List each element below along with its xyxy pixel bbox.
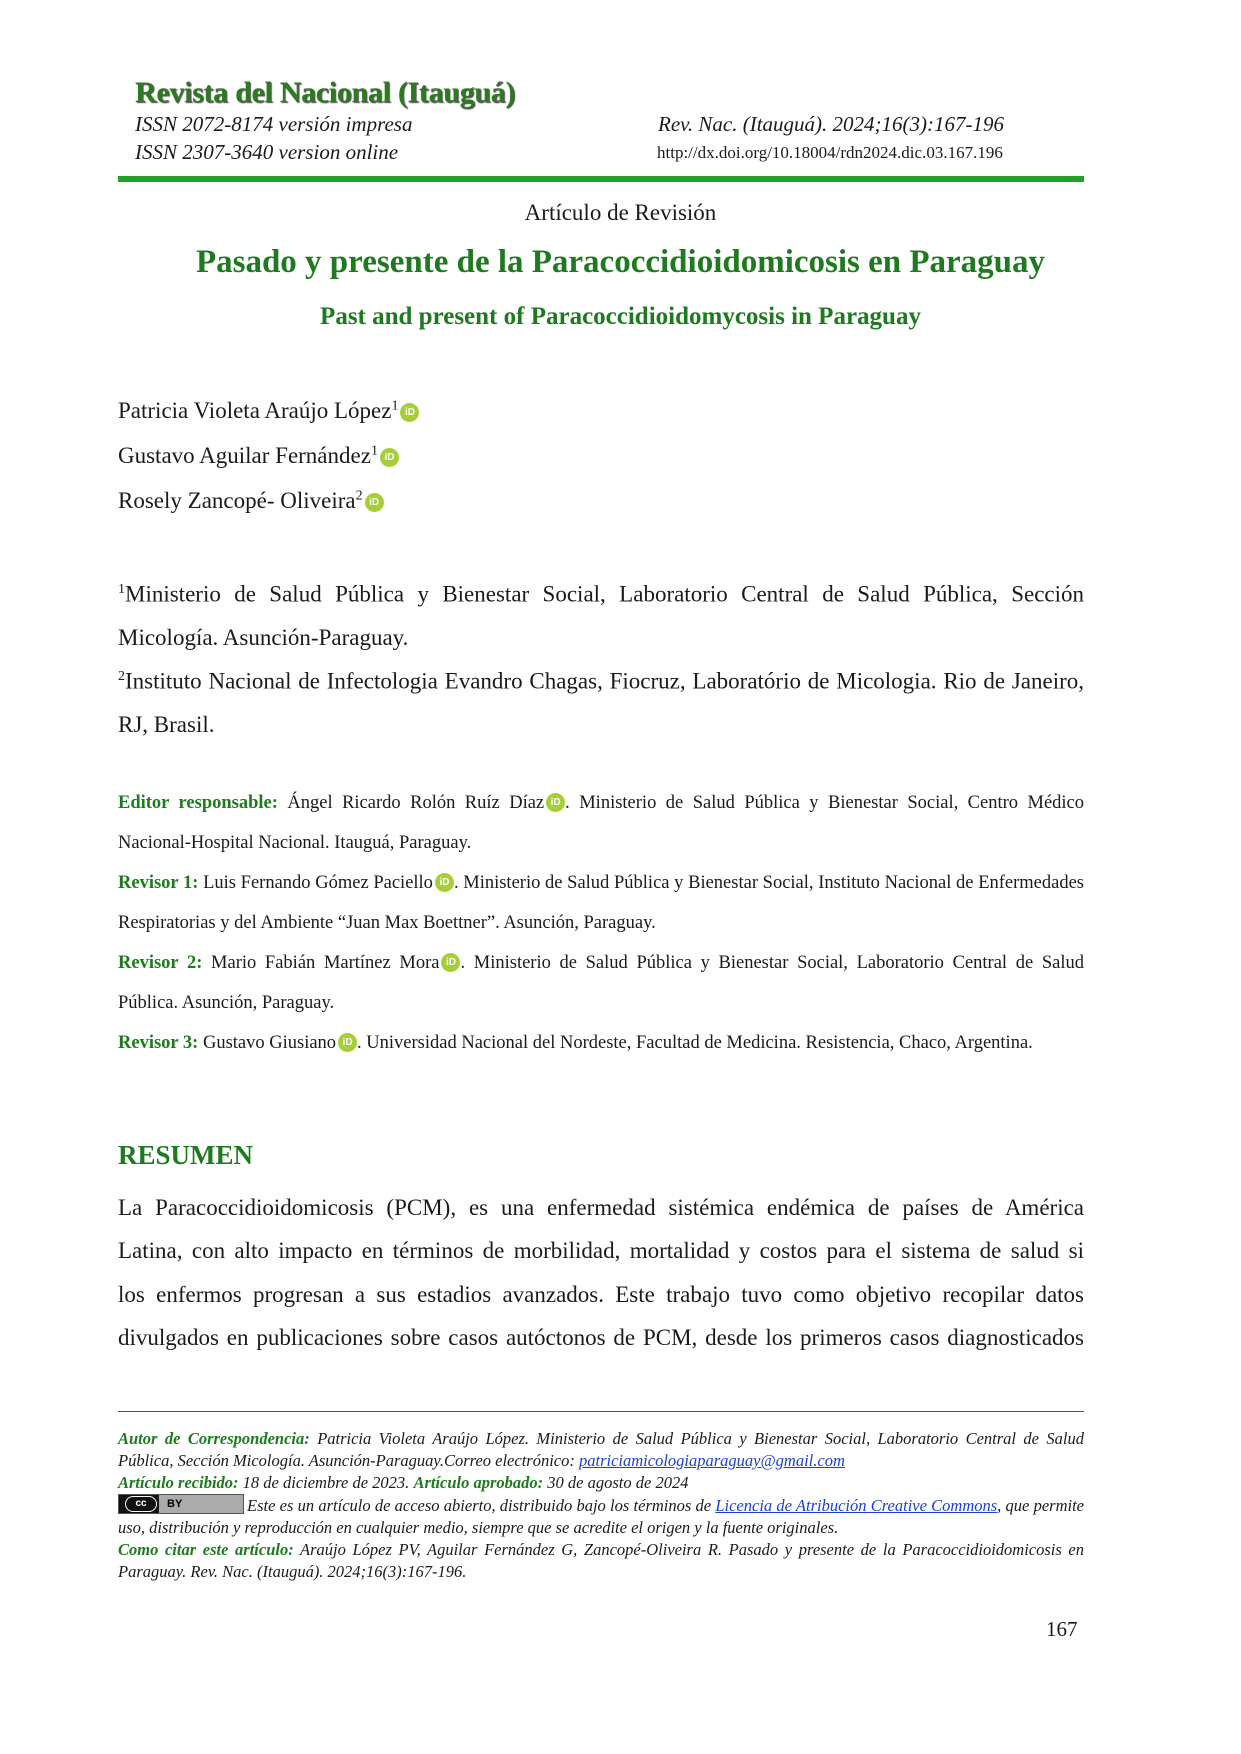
correspondence-text: Patricia Violeta Araújo López. Ministerio de Salud Pública y Bienestar Social, Laboratorio Central de Salud Pública, Sección Micología. Asunción-Paraguay.Correo electrónico: (118, 1429, 1084, 1470)
resumen-line: los enfermos progresan a sus estadios avanzados. Este trabajo tuvo como objetivo recopilar datos (118, 1281, 1084, 1307)
citation-text: Araújo López PV, Aguilar Fernández G, Zancopé-Oliveira R. Pasado y presente de la Paracoccidioidomicosis en Paraguay. Rev. Nac. (Itauguá). 2024;16(3):167-196. (118, 1540, 1084, 1581)
author-affiliation-mark: 1 (391, 398, 399, 414)
author-name: Patricia Violeta Araújo López (118, 398, 392, 423)
reviewer-affiliation: . Ministerio de Salud Pública y Bienestar Social, Instituto Nacional de Enfermedades Respiratorias y del Ambiente “Juan Max Boettner”. Asunción, Paraguay. (118, 873, 1084, 933)
author-affiliation-mark: 2 (355, 488, 363, 504)
affiliation-number: 1 (118, 582, 125, 597)
affiliation-text: Ministerio de Salud Pública y Bienestar Social, Laboratorio Central de Salud Pública, Sección Micología. Asunción-Paraguay. (118, 581, 1084, 650)
orcid-icon[interactable]: iD (441, 953, 460, 972)
author-3 (118, 488, 384, 514)
journal-title: Revista del Nacional (Itauguá) (135, 76, 516, 109)
title-english: Past and present of Paracoccidioidomycosis in Paraguay (320, 303, 921, 330)
resumen-body (118, 1186, 1084, 1359)
resumen-heading: RESUMEN (118, 1140, 254, 1170)
cc-by-label: BY (159, 1495, 243, 1513)
reviewer-3 (118, 1023, 1084, 1063)
author-affiliation-mark: 1 (370, 443, 378, 459)
reviewer-label: Revisor 3: (118, 1033, 199, 1053)
approved-label: Artículo aprobado: (413, 1473, 544, 1492)
received-label: Artículo recibido: (118, 1473, 239, 1492)
orcid-icon[interactable]: iD (435, 873, 454, 892)
reviewer-label: Revisor 1: (118, 873, 199, 893)
editor-block (118, 783, 1084, 1063)
doi-link[interactable]: http://dx.doi.org/10.18004/rdn2024.dic.03.167.196 (657, 143, 1003, 162)
license-text-2: , que permite uso, distribución y reproducción en cualquier medio, siempre que se acredite el origen y la fuente originales. (118, 1496, 1084, 1537)
page-number: 167 (1046, 1617, 1078, 1641)
orcid-icon[interactable]: iD (338, 1033, 357, 1052)
reviewer-name: Mario Fabián Martínez Mora (211, 953, 440, 973)
affiliation-2 (118, 655, 1084, 746)
issn-print: ISSN 2072-8174 versión impresa (135, 112, 413, 136)
citation-label: Como citar este artículo: (118, 1540, 294, 1559)
resumen-line: Latina, con alto impacto en términos de morbilidad, mortalidad y costos para el sistema de salud si (118, 1238, 1084, 1264)
affiliation-text: Instituto Nacional de Infectologia Evandro Chagas, Fiocruz, Laboratório de Micologia. Rio de Janeiro, RJ, Brasil. (118, 668, 1084, 737)
dates-note (118, 1472, 1084, 1494)
editor-label: Editor responsable: (118, 793, 278, 813)
correspondence-note (118, 1428, 1084, 1472)
author-2 (118, 443, 399, 469)
header-divider (118, 176, 1084, 182)
correspondence-email-link[interactable]: patriciamicologiaparaguay@gmail.com (579, 1451, 845, 1470)
editor-name: Ángel Ricardo Rolón Ruíz Díaz (287, 793, 545, 813)
correspondence-label: Autor de Correspondencia: (118, 1429, 310, 1448)
footnote-divider (118, 1411, 1084, 1412)
issn-online: ISSN 2307-3640 version online (135, 140, 399, 164)
reviewer-affiliation: . Ministerio de Salud Pública y Bienestar Social, Laboratorio Central de Salud Pública. Asunción, Paraguay. (118, 953, 1084, 1013)
orcid-icon[interactable]: iD (546, 793, 565, 812)
reviewer-1 (118, 863, 1084, 943)
footnotes (118, 1428, 1084, 1583)
resumen-line: La Paracoccidioidomicosis (PCM), es una enfermedad sistémica endémica de países de América (118, 1195, 1084, 1220)
orcid-icon[interactable]: iD (380, 448, 399, 467)
title-spanish: Pasado y presente de la Paracoccidioidomicosis en Paraguay (195, 244, 1046, 280)
license-link[interactable]: Licencia de Atribución Creative Commons (715, 1496, 998, 1515)
resumen-line: divulgados en publicaciones sobre casos autóctonos de PCM, desde los primeros casos diagnosticados (118, 1324, 1084, 1350)
reviewer-name: Gustavo Giusiano (202, 1033, 337, 1053)
author-name: Gustavo Aguilar Fernández (118, 443, 371, 468)
reviewer-name: Luis Fernando Gómez Paciello (203, 873, 433, 893)
license-text: Este es un artículo de acceso abierto, distribuido bajo los términos de (247, 1496, 716, 1515)
reviewer-label: Revisor 2: (118, 953, 203, 973)
affiliation-number: 2 (118, 669, 125, 684)
author-1 (118, 398, 419, 424)
approved-date: 30 de agosto de 2024 (547, 1473, 689, 1492)
citation-reference: Rev. Nac. (Itauguá). 2024;16(3):167-196 (658, 112, 1005, 136)
license-note (118, 1494, 1084, 1539)
article-type: Artículo de Revisión (524, 200, 717, 225)
received-date: 18 de diciembre de 2023. (242, 1473, 410, 1492)
orcid-icon[interactable]: iD (365, 493, 384, 512)
editor-affiliation: . Ministerio de Salud Pública y Bienestar Social, Centro Médico Nacional-Hospital Nacional. Itauguá, Paraguay. (118, 793, 1085, 853)
cc-mark: cc (125, 1496, 157, 1512)
reviewer-affiliation: . Universidad Nacional del Nordeste, Facultad de Medicina. Resistencia, Chaco, Argentina. (357, 1033, 1033, 1053)
reviewer-2 (118, 943, 1084, 1023)
author-name: Rosely Zancopé- Oliveira (118, 488, 356, 513)
orcid-icon[interactable]: iD (400, 403, 419, 422)
affiliation-1 (118, 568, 1084, 659)
cc-by-license-icon[interactable] (118, 1494, 244, 1514)
editor-responsable (118, 783, 1084, 863)
citation-note (118, 1539, 1084, 1583)
